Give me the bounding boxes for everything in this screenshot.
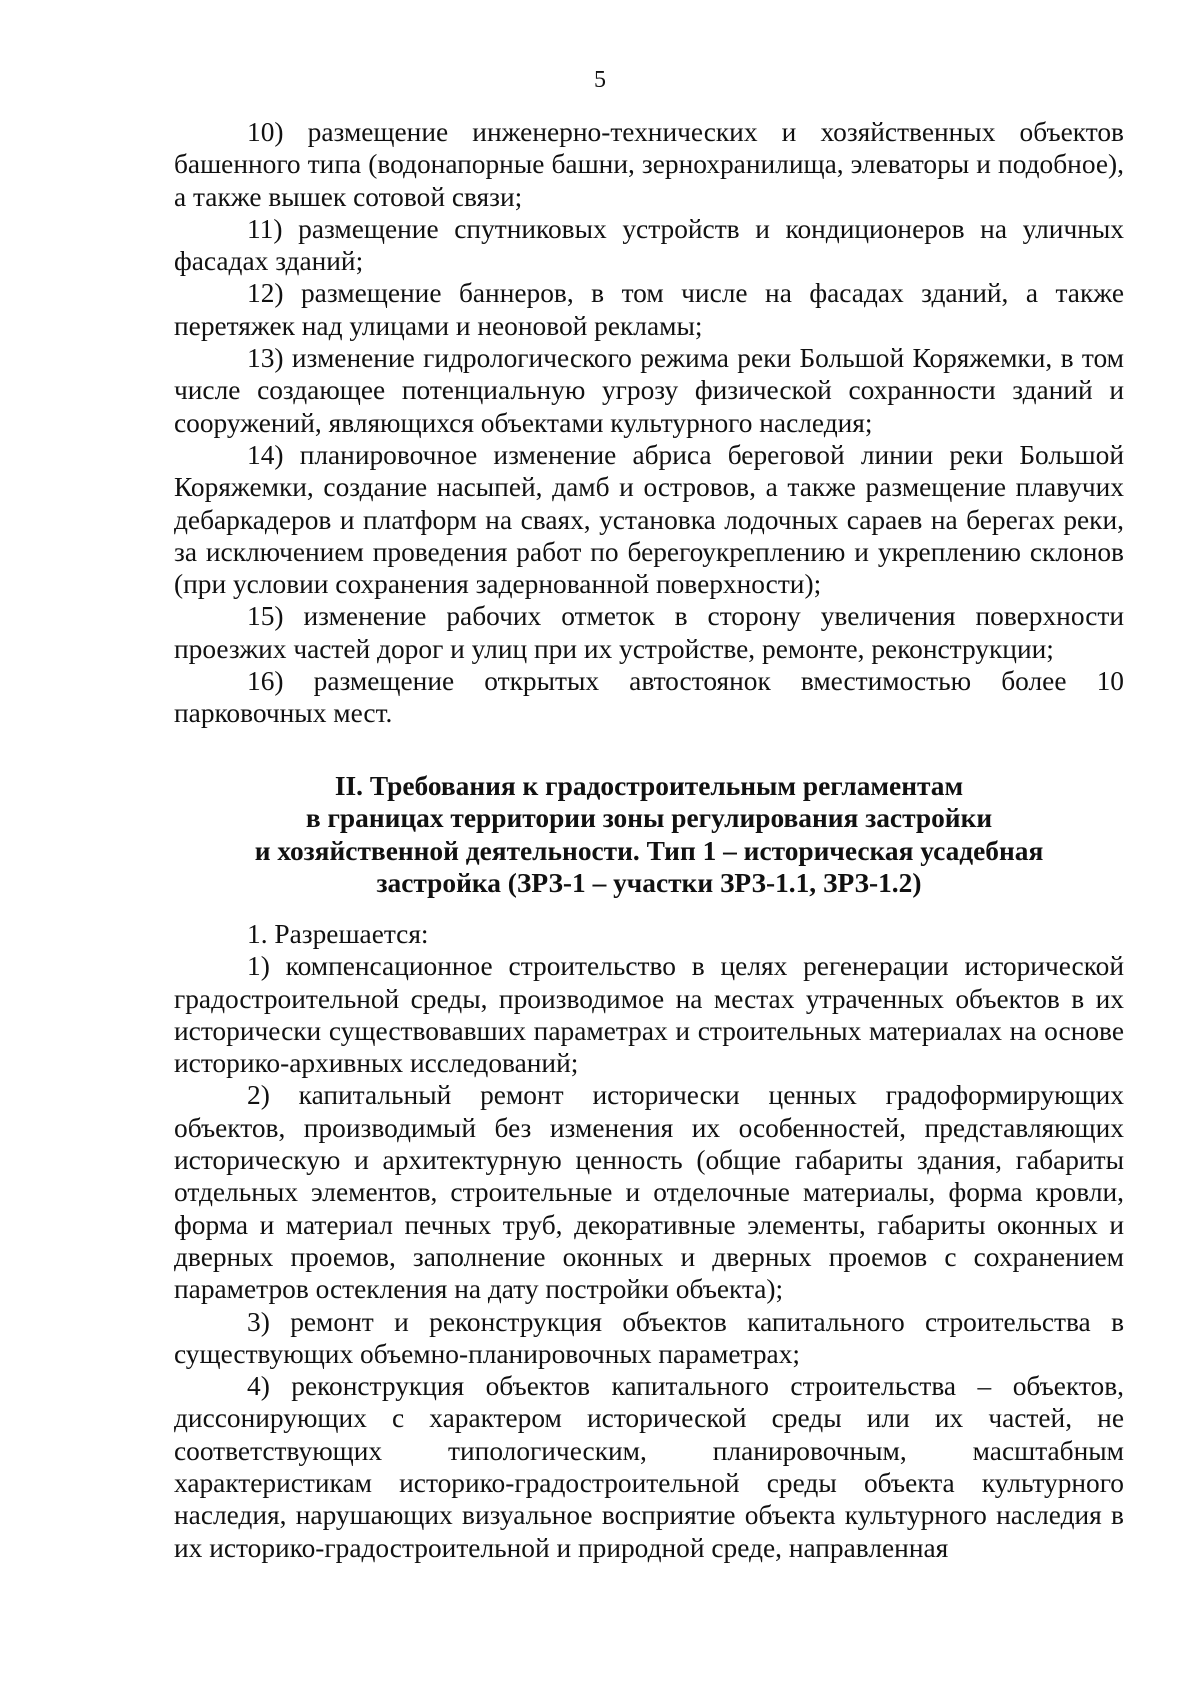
permitted-items-list xyxy=(174,918,1124,1564)
list-item: 14) планировочное изменение абриса береговой линии реки Большой Коряжемки, создание насыпей, дамб и островов, а также размещение плавучих дебаркадеров и платформ на сваях, установка лодочных сараев на берегах реки, за исключением проведения работ по берегоукреплению и укреплению склонов (при условии сохранения задернованной поверхности); xyxy=(174,439,1124,600)
list-item: 13) изменение гидрологического режима реки Большой Коряжемки, в том числе создающее потенциальную угрозу физической сохранности зданий и сооружений, являющихся объектами культурного наследия; xyxy=(174,343,1124,438)
section-heading xyxy=(174,770,1124,899)
permitted-intro: 1. Разрешается: xyxy=(247,919,429,949)
section-heading-line: II. Требования к градостроительным регламентам xyxy=(334,771,964,801)
section-heading-line: в границах территории зоны регулирования застройки xyxy=(305,803,993,834)
list-item: 11) размещение спутниковых устройств и кондиционеров на уличных фасадах зданий; xyxy=(174,213,1124,277)
list-item: 12) размещение баннеров, в том числе на фасадах зданий, а также перетяжек над улицами и неоновой рекламы; xyxy=(174,278,1124,341)
list-item: 3) ремонт и реконструкция объектов капитального строительства в существующих объемно-планировочных параметрах; xyxy=(174,1306,1124,1369)
list-item: 16) размещение открытых автостоянок вместимостью более 10 парковочных мест. xyxy=(174,666,1124,729)
prohibited-items-list xyxy=(174,116,1124,730)
section-heading-line: застройка (ЗРЗ-1 – участки ЗРЗ-1.1, ЗРЗ-1.2) xyxy=(376,867,922,898)
section-heading-line: и хозяйственной деятельности. Тип 1 – историческая усадебная xyxy=(254,835,1044,866)
list-item: 10) размещение инженерно-технических и хозяйственных объектов башенного типа (водонапорные башни, зернохранилища, элеваторы и подобное), а также вышек сотовой связи; xyxy=(174,117,1124,212)
list-item: 15) изменение рабочих отметок в сторону увеличения поверхности проезжих частей дорог и улиц при их устройстве, ремонте, реконструкции; xyxy=(174,601,1124,664)
list-item: 4) реконструкция объектов капитального строительства – объектов, диссонирующих с характером исторической среды или их частей, не соответствующих типологическим, планировочным, масштабным характеристикам историко-градостроительной среды объекта культурного наследия, нарушающих визуальное восприятие объекта культурного наследия в их историко-градостроительной и природной среде, направленная xyxy=(174,1371,1124,1563)
list-item: 1) компенсационное строительство в целях регенерации исторической градостроительной среды, производимое на местах утраченных объектов в их исторически существовавших параметрах и строительных материалах на основе историко-архивных исследований; xyxy=(174,951,1124,1079)
list-item: 2) капитальный ремонт исторически ценных градоформирующих объектов, производимый без изменения их особенностей, представляющих историческую и архитектурную ценность (общие габариты здания, габариты отдельных элементов, строительные и отделочные материалы, форма кровли, форма и материал печных труб, декоративные элементы, габариты оконных и дверных проемов, заполнение оконных и дверных проемов с сохранением параметров остекления на дату постройки объекта); xyxy=(174,1080,1124,1305)
page-number: 5 xyxy=(594,67,606,93)
